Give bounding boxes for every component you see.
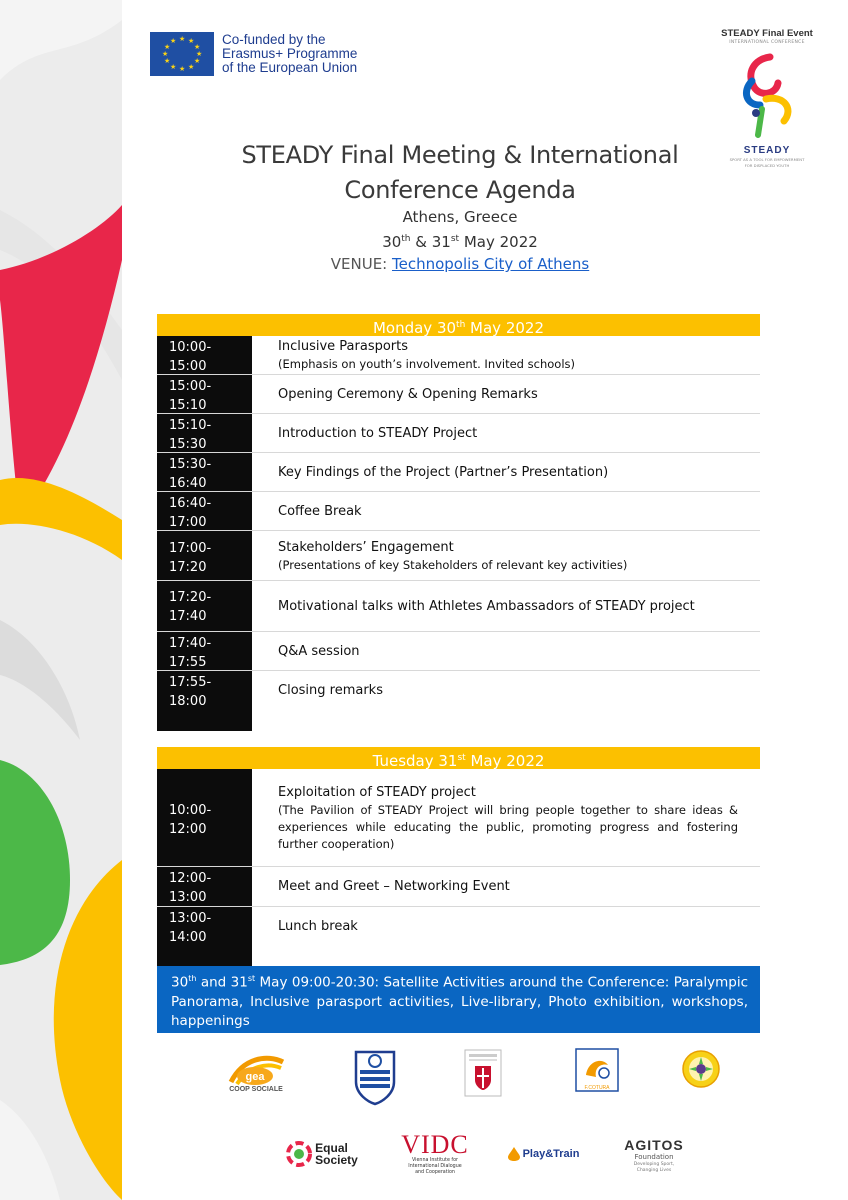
- logo-tagline-1: SPORT AS A TOOL FOR EMPOWERMENT: [729, 157, 805, 162]
- session-cell: [252, 414, 760, 452]
- session-title: Stakeholders’ Engagement: [278, 539, 454, 555]
- partner-logo-hellas-paralympic: [349, 1045, 401, 1107]
- sat-text: May 09:00-20:30: Satellite Activities around the Conference: Paralympic Panorama, Inclusive parasport activities, Live-library, Photo exhibition, workshops, happenings: [171, 974, 748, 1029]
- sat-mid: and 31: [196, 974, 248, 991]
- session-cell-empty: [252, 946, 760, 966]
- agenda-row: [157, 907, 760, 946]
- gea-text: gea: [245, 1071, 265, 1083]
- equal-society-globe-icon: [286, 1141, 312, 1167]
- eu-cofunded-banner: [150, 32, 357, 76]
- time-start: 10:00-: [169, 803, 212, 818]
- venue: [205, 253, 715, 275]
- time-start: 10:00-: [169, 340, 212, 355]
- title-line-2: Conference Agenda: [344, 176, 576, 204]
- time-cell: [157, 453, 252, 491]
- day-header-tuesday: [157, 747, 760, 769]
- session-cell: [252, 907, 760, 946]
- eu-line-3: of the European Union: [222, 60, 358, 75]
- fcotura-icon: [574, 1047, 620, 1093]
- agitos-sub: Foundation: [634, 1153, 674, 1161]
- session-title: Coffee Break: [278, 503, 362, 519]
- vidc-sub-1: Vienna Institute for: [411, 1158, 459, 1163]
- time-cell: [157, 632, 252, 670]
- serbia-crest-icon: [463, 1048, 503, 1098]
- agenda-row: [157, 414, 760, 453]
- session-title: Inclusive Parasports: [278, 339, 409, 354]
- session-title: Q&A session: [278, 643, 360, 659]
- decorative-side-band: [0, 0, 122, 1200]
- satellite-activities-banner: [157, 966, 760, 1033]
- date-day1: 30: [382, 233, 402, 251]
- play-train-text: Play&Train: [522, 1148, 580, 1160]
- time-start: 17:55-: [169, 675, 212, 690]
- session-cell-empty: [252, 710, 760, 731]
- day2-month: May 2022: [465, 752, 545, 770]
- session-note: (Emphasis on youth’s involvement. Invited schools): [278, 357, 575, 371]
- time-end: 12:00: [169, 822, 207, 837]
- eu-flag-icon: ★ ★ ★ ★ ★ ★ ★ ★ ★ ★ ★ ★: [150, 32, 214, 76]
- date-sup2: st: [450, 234, 460, 244]
- agenda-row: [157, 769, 760, 867]
- agenda-table: [157, 314, 760, 1033]
- time-cell: [157, 531, 252, 580]
- time-cell-empty: [157, 710, 252, 731]
- agitos-wordmark: AGITOS: [624, 1137, 684, 1153]
- time-end: 15:30: [169, 437, 207, 452]
- day2-sup: st: [457, 753, 466, 763]
- time-cell: [157, 581, 252, 631]
- session-title: Opening Ceremony & Opening Remarks: [278, 386, 538, 402]
- event-subtitle: [205, 206, 715, 275]
- time-start: 17:40-: [169, 636, 212, 651]
- time-cell: [157, 492, 252, 530]
- time-end: 16:40: [169, 476, 207, 491]
- session-cell: [252, 336, 760, 374]
- partner-logo-vidc: [395, 1130, 475, 1178]
- eu-line-1: Co-funded by the: [222, 32, 326, 47]
- time-cell: [157, 907, 252, 946]
- eu-line-2: Erasmus+ Programme: [222, 46, 358, 61]
- gea-caption: COOP SOCIALE: [229, 1086, 283, 1093]
- time-end: 17:20: [169, 560, 207, 575]
- session-cell: [252, 375, 760, 413]
- session-title: Motivational talks with Athletes Ambassadors of STEADY project: [278, 598, 695, 614]
- time-cell: [157, 769, 252, 866]
- agenda-spacer-row: [157, 946, 760, 966]
- vidc-wordmark: VIDC: [401, 1130, 469, 1159]
- time-start: 12:00-: [169, 871, 212, 886]
- agenda-row: [157, 336, 760, 375]
- time-cell: [157, 671, 252, 710]
- event-city: Athens, Greece: [402, 208, 518, 226]
- logo-steady-name: STEADY: [743, 145, 791, 156]
- agenda-row: [157, 492, 760, 531]
- time-cell: [157, 336, 252, 374]
- play-train-drop-icon: [507, 1146, 521, 1162]
- agenda-row: [157, 581, 760, 632]
- session-title: Exploitation of STEADY project: [278, 784, 476, 800]
- steady-event-logo: [712, 28, 822, 168]
- time-start: 15:00-: [169, 379, 212, 394]
- date-rest: May 2022: [459, 233, 538, 251]
- partner-logo-serbia-paralympic: [462, 1045, 504, 1100]
- agenda-row: [157, 867, 760, 907]
- time-start: 15:30-: [169, 457, 212, 472]
- partner-logo-agitos: [618, 1132, 690, 1180]
- venue-label: VENUE:: [330, 255, 392, 273]
- time-start: 15:10-: [169, 418, 212, 433]
- session-title: Key Findings of the Project (Partner’s Presentation): [278, 464, 609, 480]
- day1-sup: th: [456, 320, 466, 330]
- day1-label: Monday 30: [372, 319, 457, 337]
- agenda-spacer-row: [157, 710, 760, 731]
- session-cell: [252, 492, 760, 530]
- vidc-sub-3: and Cooperation: [415, 1170, 455, 1175]
- time-cell-empty: [157, 946, 252, 966]
- time-end: 17:40: [169, 609, 207, 624]
- time-cell: [157, 414, 252, 452]
- time-end: 14:00: [169, 930, 207, 945]
- partner-logo-fcotura: [572, 1045, 622, 1095]
- partner-logo-equal-society: [282, 1135, 362, 1173]
- page-title: [205, 138, 715, 208]
- logo-event-title: STEADY Final Event: [721, 28, 813, 39]
- agitos-tag: Developing Sport, Changing Lives: [633, 1162, 675, 1173]
- session-cell: [252, 632, 760, 670]
- agenda-row: [157, 632, 760, 671]
- day2-label: Tuesday 31: [372, 752, 458, 770]
- agenda-row: [157, 453, 760, 492]
- date-amp: & 31: [410, 233, 451, 251]
- time-end: 17:55: [169, 655, 207, 670]
- logo-event-subtitle: INTERNATIONAL CONFERENCE: [729, 40, 805, 45]
- time-cell: [157, 375, 252, 413]
- vidc-sub-2: International Dialogue: [408, 1164, 462, 1169]
- session-cell: [252, 531, 760, 580]
- time-end: 15:10: [169, 398, 207, 413]
- time-end: 17:00: [169, 515, 207, 530]
- time-end: 18:00: [169, 694, 207, 709]
- decorative-shapes: [0, 0, 122, 1200]
- time-start: 17:20-: [169, 590, 212, 605]
- time-start: 17:00-: [169, 541, 212, 556]
- event-dates: [205, 228, 715, 253]
- time-end: 13:00: [169, 890, 207, 905]
- session-cell: [252, 453, 760, 491]
- partner-logo-play-train: [503, 1143, 583, 1165]
- sat-sup1: th: [188, 974, 197, 983]
- session-note: (Presentations of key Stakeholders of relevant key activities): [278, 557, 628, 572]
- time-end: 15:00: [169, 359, 207, 374]
- session-note: (The Pavilion of STEADY Project will bring people together to share ideas & experiences while educating the public, promoting progress and fostering further cooperation): [278, 802, 738, 851]
- logo-tagline-2: FOR DISPLACED YOUTH: [744, 163, 790, 168]
- partner-logo-gea: [225, 1045, 287, 1100]
- time-start: 13:00-: [169, 911, 212, 926]
- equal-line-2: Society: [315, 1153, 358, 1167]
- fcotura-text: F.COTURA: [584, 1085, 610, 1091]
- date-sup1: th: [401, 234, 411, 244]
- steady-mark-icon: [732, 51, 802, 143]
- agenda-row: [157, 671, 760, 710]
- time-start: 16:40-: [169, 496, 212, 511]
- gea-sun-icon: [227, 1052, 285, 1086]
- agenda-row: [157, 531, 760, 581]
- equal-line-1: Equal: [315, 1141, 348, 1155]
- session-title: Introduction to STEADY Project: [278, 425, 478, 441]
- session-title: Closing remarks: [278, 683, 383, 698]
- session-cell: [252, 867, 760, 906]
- flower-badge-icon: [681, 1049, 721, 1089]
- day-header-monday: [157, 314, 760, 336]
- venue-link[interactable]: Technopolis City of Athens: [392, 255, 590, 273]
- session-cell: [252, 769, 760, 866]
- session-cell: [252, 581, 760, 631]
- session-title: Lunch break: [278, 919, 358, 934]
- session-title: Meet and Greet – Networking Event: [278, 879, 510, 894]
- title-line-1: STEADY Final Meeting & International: [241, 141, 679, 169]
- sat-sup2: st: [247, 974, 256, 983]
- day1-month: May 2022: [465, 319, 545, 337]
- time-cell: [157, 867, 252, 906]
- agenda-row: [157, 375, 760, 414]
- day-gap: [157, 731, 760, 747]
- paralympic-shield-icon: [352, 1046, 398, 1106]
- partner-logo-flower-circle: [680, 1048, 722, 1090]
- sat-day1: 30: [171, 974, 189, 991]
- eu-cofunded-text: [222, 33, 357, 75]
- session-cell: [252, 671, 760, 710]
